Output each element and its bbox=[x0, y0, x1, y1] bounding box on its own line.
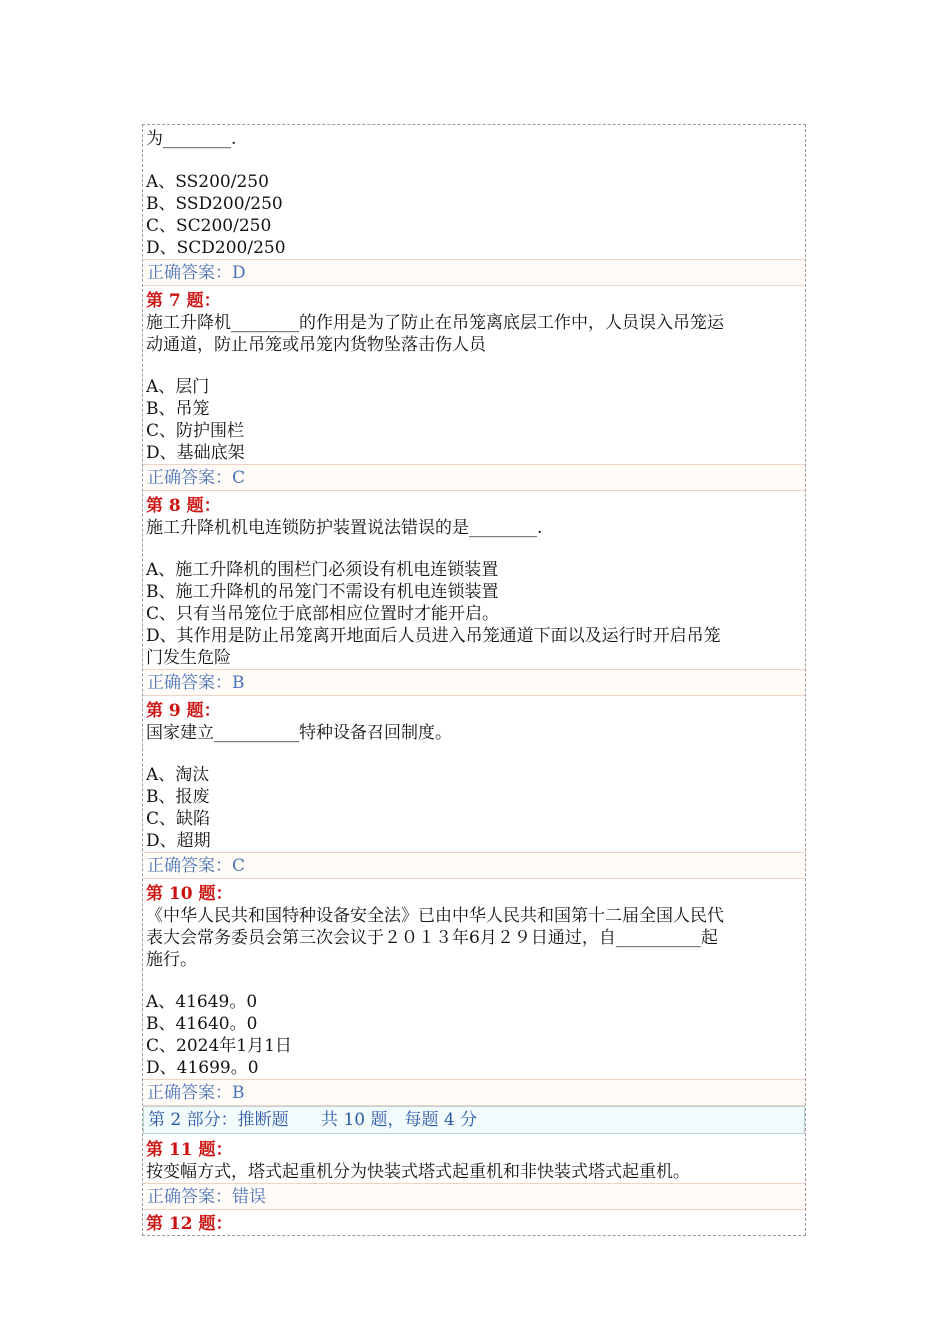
q8-stem-line-1: 施工升降机机电连锁防护装置说法错误的是________. bbox=[146, 518, 543, 538]
q10-stem-line-2: 表大会常务委员会第三次会议于２０１３年6月２９日通过，自__________起 bbox=[146, 928, 718, 948]
q7-option-c: C、防护围栏 bbox=[146, 421, 245, 441]
q10-stem-line-3: 施行。 bbox=[146, 950, 197, 970]
q10-stem-line-1: 《中华人民共和国特种设备安全法》已由中华人民共和国第十二届全国人民代 bbox=[146, 906, 724, 926]
q11-stem-line-1: 按变幅方式，塔式起重机分为快装式塔式起重机和非快装式塔式起重机。 bbox=[146, 1162, 690, 1182]
q6-stem-line: 为________. bbox=[146, 129, 237, 149]
q8-heading: 第 8 题： bbox=[146, 496, 221, 516]
q8-option-c: C、只有当吊笼位于底部相应位置时才能开启。 bbox=[146, 604, 500, 624]
q11-heading: 第 11 题： bbox=[146, 1140, 233, 1160]
q9-option-b: B、报废 bbox=[146, 787, 210, 807]
q7-option-b: B、吊笼 bbox=[146, 399, 210, 419]
q7-heading: 第 7 题： bbox=[146, 291, 221, 311]
q7-answer: 正确答案：C bbox=[143, 464, 805, 491]
q9-heading: 第 9 题： bbox=[146, 701, 221, 721]
q6-option-b: B、SSD200/250 bbox=[146, 194, 283, 214]
q7-stem-line-2: 动通道，防止吊笼或吊笼内货物坠落击伤人员 bbox=[146, 335, 486, 355]
q7-option-d: D、基础底架 bbox=[146, 443, 245, 463]
q9-option-d: D、超期 bbox=[146, 831, 211, 851]
q6-answer: 正确答案：D bbox=[143, 259, 805, 286]
q6-option-a: A、SS200/250 bbox=[146, 172, 269, 192]
q10-heading: 第 10 题： bbox=[146, 884, 233, 904]
q6-option-c: C、SC200/250 bbox=[146, 216, 272, 236]
section-2-header: 第 2 部分：推断题 共 10 题，每题 4 分 bbox=[143, 1106, 805, 1134]
q9-option-c: C、缺陷 bbox=[146, 809, 211, 829]
q6-option-d: D、SCD200/250 bbox=[146, 238, 286, 258]
q12-heading: 第 12 题： bbox=[146, 1214, 233, 1234]
q8-answer: 正确答案：B bbox=[143, 669, 805, 696]
q10-option-b: B、41640。0 bbox=[146, 1014, 258, 1034]
q9-option-a: A、淘汰 bbox=[146, 765, 210, 785]
q7-stem-line-1: 施工升降机________的作用是为了防止在吊笼离底层工作中，人员误入吊笼运 bbox=[146, 313, 724, 333]
q8-option-d: D、其作用是防止吊笼离开地面后人员进入吊笼通道下面以及运行时开启吊笼 bbox=[146, 626, 721, 646]
q10-option-d: D、41699。0 bbox=[146, 1058, 259, 1078]
q9-answer: 正确答案：C bbox=[143, 852, 805, 879]
q7-option-a: A、层门 bbox=[146, 377, 210, 397]
q10-answer: 正确答案：B bbox=[143, 1079, 805, 1106]
q8-option-a: A、施工升降机的围栏门必须设有机电连锁装置 bbox=[146, 560, 499, 580]
q10-option-c: C、2024年1月1日 bbox=[146, 1036, 292, 1056]
q8-option-b: B、施工升降机的吊笼门不需设有机电连锁装置 bbox=[146, 582, 499, 602]
q11-answer: 正确答案：错误 bbox=[143, 1183, 805, 1210]
q9-stem-line-1: 国家建立__________特种设备召回制度。 bbox=[146, 723, 452, 743]
q10-option-a: A、41649。0 bbox=[146, 992, 258, 1012]
q8-option-d-continued: 门发生危险 bbox=[146, 648, 231, 668]
